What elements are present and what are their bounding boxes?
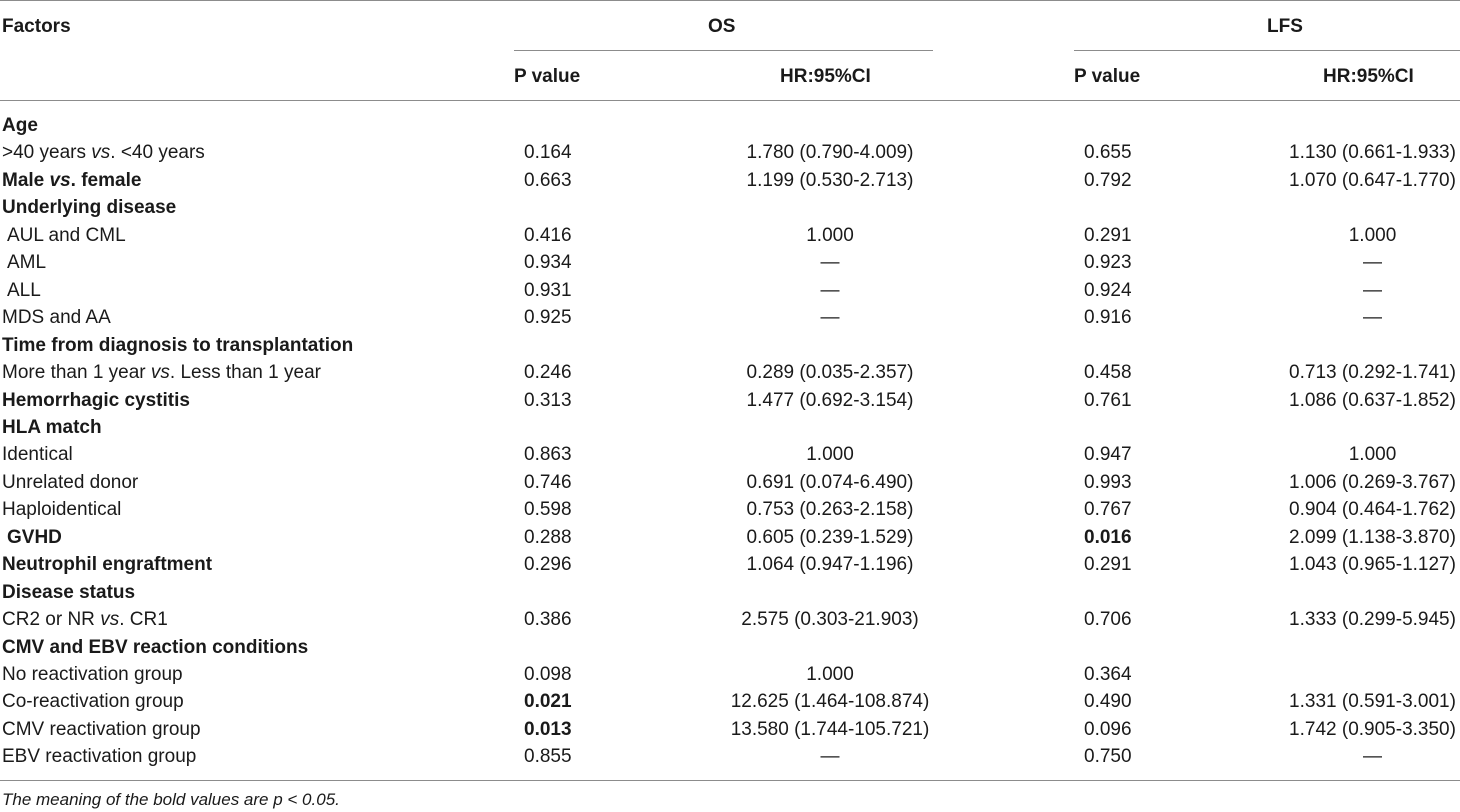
lfs-group-rule [1074, 50, 1460, 51]
factor-cell: ALL [7, 279, 41, 301]
os-hr-cell: — [820, 279, 840, 301]
header-lfs-hr: HR:95%CI [1323, 66, 1414, 87]
os-p-value-cell: 0.098 [524, 664, 572, 685]
lfs-hr-cell: 1.043 (0.965-1.127) [1289, 554, 1456, 576]
os-hr-cell: 1.000 [806, 664, 854, 685]
lfs-p-value-cell: 0.916 [1084, 307, 1132, 329]
table-bottom-rule [0, 780, 1460, 781]
os-p-value-cell: 0.164 [524, 142, 572, 164]
lfs-hr-cell: 0.904 (0.464-1.762) [1289, 499, 1456, 521]
lfs-hr-cell: 1.006 (0.269-3.767) [1289, 471, 1456, 493]
os-p-value-cell: 0.013 [524, 718, 572, 740]
lfs-hr-cell: — [1363, 279, 1382, 301]
os-hr-cell: 1.780 (0.790-4.009) [746, 142, 914, 164]
header-os-hr: HR:95%CI [780, 66, 871, 87]
table-row [0, 359, 1460, 387]
lfs-hr-cell: 1.130 (0.661-1.933) [1289, 142, 1456, 164]
os-p-value-cell: 0.296 [524, 554, 572, 576]
lfs-p-value-cell: 0.364 [1084, 664, 1132, 685]
factor-cell: Underlying disease [2, 197, 177, 219]
lfs-p-value-cell: 0.291 [1084, 224, 1132, 246]
os-hr-cell: 0.691 (0.074-6.490) [746, 471, 914, 493]
os-hr-cell: 1.064 (0.947-1.196) [746, 554, 914, 576]
os-group-rule [514, 50, 933, 51]
table-row [0, 414, 1460, 442]
os-hr-cell: 1.199 (0.530-2.713) [746, 169, 914, 191]
lfs-hr-cell: — [1363, 746, 1382, 768]
table-top-rule [0, 0, 1460, 1]
factor-cell: Neutrophil engraftment [2, 554, 213, 576]
os-hr-cell: — [820, 307, 840, 329]
table-row [0, 496, 1460, 524]
factor-cell: Male vs. female [2, 169, 142, 191]
lfs-hr-cell: 1.331 (0.591-3.001) [1289, 691, 1456, 713]
os-p-value-cell: 0.746 [524, 471, 572, 493]
factor-cell: Haploidentical [2, 499, 122, 521]
os-hr-cell: 1.477 (0.692-3.154) [746, 389, 914, 411]
factor-cell: Time from diagnosis to transplantation [2, 334, 354, 356]
header-lfs: LFS [1267, 16, 1303, 37]
lfs-p-value-cell: 0.291 [1084, 554, 1132, 576]
table-row [0, 332, 1460, 360]
header-os-p-value: P value [514, 66, 581, 87]
table-row [0, 387, 1460, 415]
lfs-hr-cell: 1.000 [1348, 444, 1397, 466]
os-hr-cell: 0.289 (0.035-2.357) [746, 362, 914, 384]
lfs-p-value-cell: 0.947 [1084, 444, 1132, 466]
os-p-value-cell: 0.863 [524, 444, 572, 466]
table-row [0, 524, 1460, 552]
lfs-p-value-cell: 0.993 [1084, 471, 1132, 493]
table-row [0, 139, 1460, 167]
os-p-value-cell: 0.246 [524, 362, 572, 384]
os-p-value-cell: 0.416 [524, 224, 572, 246]
lfs-hr-cell: — [1363, 307, 1382, 329]
factor-cell: AML [7, 252, 47, 274]
lfs-p-value-cell: 0.016 [1084, 526, 1132, 548]
table-row [0, 551, 1460, 579]
factor-cell: Age [2, 115, 38, 136]
lfs-p-value-cell: 0.655 [1084, 142, 1132, 164]
footnote: The meaning of the bold values are p < 0.05. [2, 790, 340, 809]
os-hr-cell: — [820, 252, 840, 274]
factor-cell: HLA match [2, 416, 102, 438]
table-row [0, 277, 1460, 305]
table-row [0, 579, 1460, 607]
table-row [0, 606, 1460, 634]
header-factors: Factors [2, 16, 71, 37]
os-hr-cell: — [820, 746, 840, 768]
factor-cell: CR2 or NR vs. CR1 [2, 609, 168, 631]
os-hr-cell: 0.605 (0.239-1.529) [746, 526, 914, 548]
header-os: OS [708, 16, 736, 37]
table-row [0, 469, 1460, 497]
table-row [0, 743, 1460, 771]
os-hr-cell: 2.575 (0.303-21.903) [741, 609, 919, 631]
factor-cell: CMV reactivation group [2, 718, 201, 740]
lfs-p-value-cell: 0.767 [1084, 499, 1132, 521]
factor-cell: Disease status [2, 581, 136, 603]
table-row [0, 112, 1460, 140]
header-lfs-p-value: P value [1074, 66, 1141, 87]
lfs-hr-cell: 0.713 (0.292-1.741) [1289, 362, 1456, 384]
factor-cell: MDS and AA [2, 307, 111, 329]
factor-cell: EBV reactivation group [2, 746, 197, 768]
os-p-value-cell: 0.021 [524, 691, 572, 713]
os-hr-cell: 0.753 (0.263-2.158) [746, 499, 914, 521]
lfs-hr-cell: 2.099 (1.138-3.870) [1289, 526, 1456, 548]
lfs-hr-cell: 1.333 (0.299-5.945) [1289, 609, 1456, 631]
table-row [0, 194, 1460, 222]
lfs-p-value-cell: 0.923 [1084, 252, 1132, 274]
os-p-value-cell: 0.386 [524, 609, 572, 631]
os-hr-cell: 1.000 [806, 224, 854, 246]
factor-cell: GVHD [7, 526, 62, 548]
os-p-value-cell: 0.313 [524, 389, 572, 411]
os-p-value-cell: 0.934 [524, 252, 572, 274]
factor-cell: No reactivation group [2, 664, 183, 685]
table-row [0, 441, 1460, 469]
factor-cell: AUL and CML [7, 224, 126, 246]
lfs-hr-cell: 1.000 [1348, 224, 1397, 246]
lfs-hr-cell: — [1363, 252, 1382, 274]
factor-cell: >40 years vs. <40 years [2, 142, 205, 164]
factor-cell: CMV and EBV reaction conditions [2, 636, 309, 658]
factor-cell: Co-reactivation group [2, 691, 184, 713]
os-hr-cell: 13.580 (1.744-105.721) [730, 718, 930, 740]
factor-cell: More than 1 year vs. Less than 1 year [2, 362, 321, 384]
os-p-value-cell: 0.855 [524, 746, 572, 768]
lfs-hr-cell: 1.086 (0.637-1.852) [1289, 389, 1456, 411]
os-p-value-cell: 0.931 [524, 279, 572, 301]
lfs-p-value-cell: 0.761 [1084, 389, 1132, 411]
lfs-hr-cell: 1.070 (0.647-1.770) [1289, 169, 1456, 191]
factor-cell: Unrelated donor [2, 471, 139, 493]
lfs-p-value-cell: 0.458 [1084, 362, 1132, 384]
lfs-p-value-cell: 0.792 [1084, 169, 1132, 191]
lfs-p-value-cell: 0.096 [1084, 718, 1132, 740]
os-p-value-cell: 0.663 [524, 169, 572, 191]
factor-cell: Hemorrhagic cystitis [2, 389, 190, 411]
lfs-hr-cell: 1.742 (0.905-3.350) [1289, 718, 1456, 740]
lfs-p-value-cell: 0.706 [1084, 609, 1132, 631]
os-hr-cell: 12.625 (1.464-108.874) [730, 691, 930, 713]
lfs-p-value-cell: 0.490 [1084, 691, 1132, 713]
header-bottom-rule [0, 100, 1460, 101]
table-row [0, 249, 1460, 277]
os-p-value-cell: 0.925 [524, 307, 572, 329]
table-row [0, 716, 1460, 744]
table-row [0, 222, 1460, 250]
factor-cell: Identical [2, 444, 73, 466]
table-row [0, 661, 1460, 689]
table-row [0, 167, 1460, 195]
lfs-p-value-cell: 0.750 [1084, 746, 1132, 768]
table-row [0, 304, 1460, 332]
table-row [0, 688, 1460, 716]
os-p-value-cell: 0.288 [524, 526, 572, 548]
table-row [0, 634, 1460, 662]
os-p-value-cell: 0.598 [524, 499, 572, 521]
lfs-p-value-cell: 0.924 [1084, 279, 1132, 301]
os-hr-cell: 1.000 [806, 444, 854, 466]
